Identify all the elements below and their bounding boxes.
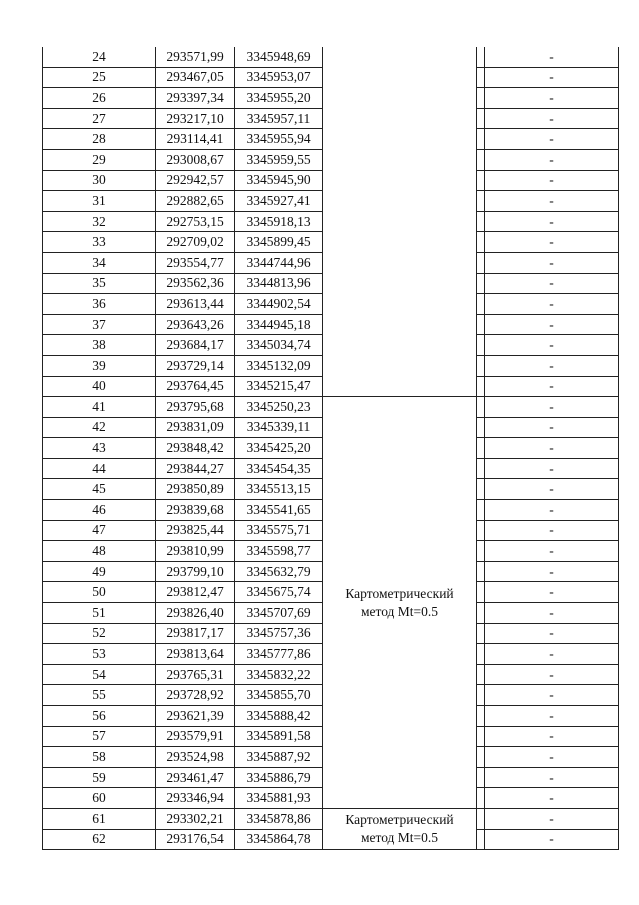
y-coordinate-cell: 3345598,77 xyxy=(235,541,323,562)
mark-cell: - xyxy=(485,294,619,315)
point-number-cell: 49 xyxy=(43,561,156,582)
mark-cell: - xyxy=(485,685,619,706)
y-coordinate-cell: 3345891,58 xyxy=(235,726,323,747)
point-number-cell: 34 xyxy=(43,252,156,273)
method-cell xyxy=(323,47,477,397)
y-coordinate-cell: 3345541,65 xyxy=(235,500,323,521)
point-number-cell: 45 xyxy=(43,479,156,500)
y-coordinate-cell: 3345948,69 xyxy=(235,47,323,67)
mark-cell: - xyxy=(485,211,619,232)
x-coordinate-cell: 293008,67 xyxy=(156,149,235,170)
gap-cell xyxy=(477,129,485,150)
mark-cell: - xyxy=(485,335,619,356)
gap-cell xyxy=(477,149,485,170)
y-coordinate-cell: 3345832,22 xyxy=(235,664,323,685)
x-coordinate-cell: 293850,89 xyxy=(156,479,235,500)
x-coordinate-cell: 293831,09 xyxy=(156,417,235,438)
gap-cell xyxy=(477,644,485,665)
y-coordinate-cell: 3344813,96 xyxy=(235,273,323,294)
mark-cell: - xyxy=(485,108,619,129)
gap-cell xyxy=(477,170,485,191)
x-coordinate-cell: 293844,27 xyxy=(156,458,235,479)
mark-cell: - xyxy=(485,191,619,212)
mark-cell: - xyxy=(485,664,619,685)
gap-cell xyxy=(477,726,485,747)
y-coordinate-cell: 3345957,11 xyxy=(235,108,323,129)
point-number-cell: 42 xyxy=(43,417,156,438)
point-number-cell: 61 xyxy=(43,808,156,829)
x-coordinate-cell: 293554,77 xyxy=(156,252,235,273)
point-number-cell: 40 xyxy=(43,376,156,397)
mark-cell: - xyxy=(485,438,619,459)
x-coordinate-cell: 292942,57 xyxy=(156,170,235,191)
x-coordinate-cell: 293621,39 xyxy=(156,706,235,727)
x-coordinate-cell: 293810,99 xyxy=(156,541,235,562)
y-coordinate-cell: 3345881,93 xyxy=(235,788,323,809)
x-coordinate-cell: 292753,15 xyxy=(156,211,235,232)
point-number-cell: 26 xyxy=(43,88,156,109)
gap-cell xyxy=(477,108,485,129)
y-coordinate-cell: 3345959,55 xyxy=(235,149,323,170)
point-number-cell: 31 xyxy=(43,191,156,212)
mark-cell: - xyxy=(485,788,619,809)
point-number-cell: 59 xyxy=(43,767,156,788)
y-coordinate-cell: 3345878,86 xyxy=(235,808,323,829)
gap-cell xyxy=(477,211,485,232)
x-coordinate-cell: 293397,34 xyxy=(156,88,235,109)
x-coordinate-cell: 293176,54 xyxy=(156,829,235,850)
point-number-cell: 28 xyxy=(43,129,156,150)
table-row xyxy=(43,47,619,67)
point-number-cell: 35 xyxy=(43,273,156,294)
mark-cell: - xyxy=(485,623,619,644)
mark-cell: - xyxy=(485,479,619,500)
method-text-line-1: Картометрический xyxy=(345,585,454,601)
y-coordinate-cell: 3345855,70 xyxy=(235,685,323,706)
mark-cell: - xyxy=(485,561,619,582)
point-number-cell: 56 xyxy=(43,706,156,727)
point-number-cell: 53 xyxy=(43,644,156,665)
gap-cell xyxy=(477,294,485,315)
point-number-cell: 33 xyxy=(43,232,156,253)
y-coordinate-cell: 3345955,94 xyxy=(235,129,323,150)
mark-cell: - xyxy=(485,458,619,479)
mark-cell: - xyxy=(485,67,619,88)
point-number-cell: 24 xyxy=(43,47,156,67)
y-coordinate-cell: 3344945,18 xyxy=(235,314,323,335)
x-coordinate-cell: 293826,40 xyxy=(156,603,235,624)
gap-cell xyxy=(477,767,485,788)
gap-cell xyxy=(477,788,485,809)
mark-cell: - xyxy=(485,706,619,727)
point-number-cell: 55 xyxy=(43,685,156,706)
gap-cell xyxy=(477,623,485,644)
mark-cell: - xyxy=(485,355,619,376)
mark-cell: - xyxy=(485,603,619,624)
x-coordinate-cell: 293524,98 xyxy=(156,747,235,768)
y-coordinate-cell: 3345034,74 xyxy=(235,335,323,356)
y-coordinate-cell: 3345632,79 xyxy=(235,561,323,582)
gap-cell xyxy=(477,808,485,829)
y-coordinate-cell: 3345425,20 xyxy=(235,438,323,459)
gap-cell xyxy=(477,355,485,376)
y-coordinate-cell: 3345953,07 xyxy=(235,67,323,88)
x-coordinate-cell: 293764,45 xyxy=(156,376,235,397)
gap-cell xyxy=(477,520,485,541)
mark-cell: - xyxy=(485,829,619,850)
gap-cell xyxy=(477,252,485,273)
point-number-cell: 52 xyxy=(43,623,156,644)
mark-cell: - xyxy=(485,376,619,397)
y-coordinate-cell: 3345215,47 xyxy=(235,376,323,397)
x-coordinate-cell: 293813,64 xyxy=(156,644,235,665)
gap-cell xyxy=(477,458,485,479)
mark-cell: - xyxy=(485,747,619,768)
method-cell xyxy=(323,808,477,849)
method-cell xyxy=(323,397,477,809)
point-number-cell: 43 xyxy=(43,438,156,459)
gap-cell xyxy=(477,541,485,562)
gap-cell xyxy=(477,397,485,418)
point-number-cell: 46 xyxy=(43,500,156,521)
x-coordinate-cell: 293825,44 xyxy=(156,520,235,541)
x-coordinate-cell: 293562,36 xyxy=(156,273,235,294)
x-coordinate-cell: 293812,47 xyxy=(156,582,235,603)
method-text-line-2: метод Mt=0.5 xyxy=(360,603,439,619)
x-coordinate-cell: 293114,41 xyxy=(156,129,235,150)
gap-cell xyxy=(477,88,485,109)
gap-cell xyxy=(477,438,485,459)
point-number-cell: 41 xyxy=(43,397,156,418)
point-number-cell: 58 xyxy=(43,747,156,768)
gap-cell xyxy=(477,479,485,500)
mark-cell: - xyxy=(485,500,619,521)
table-row xyxy=(43,808,619,829)
point-number-cell: 32 xyxy=(43,211,156,232)
method-text-line-1: Картометрический xyxy=(345,812,454,828)
mark-cell: - xyxy=(485,520,619,541)
x-coordinate-cell: 293461,47 xyxy=(156,767,235,788)
gap-cell xyxy=(477,191,485,212)
mark-cell: - xyxy=(485,252,619,273)
y-coordinate-cell: 3345955,20 xyxy=(235,88,323,109)
point-number-cell: 54 xyxy=(43,664,156,685)
y-coordinate-cell: 3345575,71 xyxy=(235,520,323,541)
y-coordinate-cell: 3345454,35 xyxy=(235,458,323,479)
gap-cell xyxy=(477,314,485,335)
y-coordinate-cell: 3345888,42 xyxy=(235,706,323,727)
mark-cell: - xyxy=(485,767,619,788)
gap-cell xyxy=(477,376,485,397)
mark-cell: - xyxy=(485,170,619,191)
x-coordinate-cell: 293302,21 xyxy=(156,808,235,829)
x-coordinate-cell: 293795,68 xyxy=(156,397,235,418)
mark-cell: - xyxy=(485,232,619,253)
x-coordinate-cell: 293848,42 xyxy=(156,438,235,459)
coordinates-table-body xyxy=(43,47,619,850)
y-coordinate-cell: 3345132,09 xyxy=(235,355,323,376)
mark-cell: - xyxy=(485,417,619,438)
x-coordinate-cell: 293643,26 xyxy=(156,314,235,335)
point-number-cell: 29 xyxy=(43,149,156,170)
point-number-cell: 38 xyxy=(43,335,156,356)
y-coordinate-cell: 3345918,13 xyxy=(235,211,323,232)
x-coordinate-cell: 293571,99 xyxy=(156,47,235,67)
x-coordinate-cell: 293579,91 xyxy=(156,726,235,747)
x-coordinate-cell: 293765,31 xyxy=(156,664,235,685)
x-coordinate-cell: 293467,05 xyxy=(156,67,235,88)
x-coordinate-cell: 293839,68 xyxy=(156,500,235,521)
x-coordinate-cell: 293684,17 xyxy=(156,335,235,356)
point-number-cell: 30 xyxy=(43,170,156,191)
point-number-cell: 47 xyxy=(43,520,156,541)
gap-cell xyxy=(477,747,485,768)
mark-cell: - xyxy=(485,129,619,150)
y-coordinate-cell: 3345513,15 xyxy=(235,479,323,500)
gap-cell xyxy=(477,706,485,727)
mark-cell: - xyxy=(485,582,619,603)
point-number-cell: 62 xyxy=(43,829,156,850)
y-coordinate-cell: 3345675,74 xyxy=(235,582,323,603)
gap-cell xyxy=(477,664,485,685)
y-coordinate-cell: 3345887,92 xyxy=(235,747,323,768)
x-coordinate-cell: 293613,44 xyxy=(156,294,235,315)
gap-cell xyxy=(477,67,485,88)
method-text-line-2: метод Mt=0.5 xyxy=(360,830,439,846)
gap-cell xyxy=(477,829,485,850)
gap-cell xyxy=(477,417,485,438)
mark-cell: - xyxy=(485,314,619,335)
point-number-cell: 39 xyxy=(43,355,156,376)
x-coordinate-cell: 293729,14 xyxy=(156,355,235,376)
x-coordinate-cell: 293728,92 xyxy=(156,685,235,706)
y-coordinate-cell: 3345945,90 xyxy=(235,170,323,191)
table-row xyxy=(43,397,619,418)
x-coordinate-cell: 292709,02 xyxy=(156,232,235,253)
x-coordinate-cell: 293217,10 xyxy=(156,108,235,129)
gap-cell xyxy=(477,47,485,67)
point-number-cell: 50 xyxy=(43,582,156,603)
point-number-cell: 44 xyxy=(43,458,156,479)
mark-cell: - xyxy=(485,88,619,109)
gap-cell xyxy=(477,500,485,521)
y-coordinate-cell: 3345886,79 xyxy=(235,767,323,788)
mark-cell: - xyxy=(485,541,619,562)
y-coordinate-cell: 3345339,11 xyxy=(235,417,323,438)
mark-cell: - xyxy=(485,47,619,67)
y-coordinate-cell: 3345707,69 xyxy=(235,603,323,624)
y-coordinate-cell: 3345757,36 xyxy=(235,623,323,644)
gap-cell xyxy=(477,561,485,582)
point-number-cell: 51 xyxy=(43,603,156,624)
x-coordinate-cell: 293817,17 xyxy=(156,623,235,644)
y-coordinate-cell: 3344902,54 xyxy=(235,294,323,315)
mark-cell: - xyxy=(485,644,619,665)
point-number-cell: 36 xyxy=(43,294,156,315)
point-number-cell: 48 xyxy=(43,541,156,562)
mark-cell: - xyxy=(485,726,619,747)
gap-cell xyxy=(477,603,485,624)
x-coordinate-cell: 293346,94 xyxy=(156,788,235,809)
gap-cell xyxy=(477,232,485,253)
mark-cell: - xyxy=(485,397,619,418)
point-number-cell: 25 xyxy=(43,67,156,88)
point-number-cell: 57 xyxy=(43,726,156,747)
gap-cell xyxy=(477,335,485,356)
mark-cell: - xyxy=(485,149,619,170)
gap-cell xyxy=(477,273,485,294)
mark-cell: - xyxy=(485,808,619,829)
coordinates-table xyxy=(42,47,619,850)
y-coordinate-cell: 3345927,41 xyxy=(235,191,323,212)
y-coordinate-cell: 3345864,78 xyxy=(235,829,323,850)
point-number-cell: 37 xyxy=(43,314,156,335)
x-coordinate-cell: 293799,10 xyxy=(156,561,235,582)
point-number-cell: 27 xyxy=(43,108,156,129)
y-coordinate-cell: 3345899,45 xyxy=(235,232,323,253)
point-number-cell: 60 xyxy=(43,788,156,809)
gap-cell xyxy=(477,582,485,603)
y-coordinate-cell: 3345777,86 xyxy=(235,644,323,665)
gap-cell xyxy=(477,685,485,706)
mark-cell: - xyxy=(485,273,619,294)
y-coordinate-cell: 3344744,96 xyxy=(235,252,323,273)
y-coordinate-cell: 3345250,23 xyxy=(235,397,323,418)
x-coordinate-cell: 292882,65 xyxy=(156,191,235,212)
